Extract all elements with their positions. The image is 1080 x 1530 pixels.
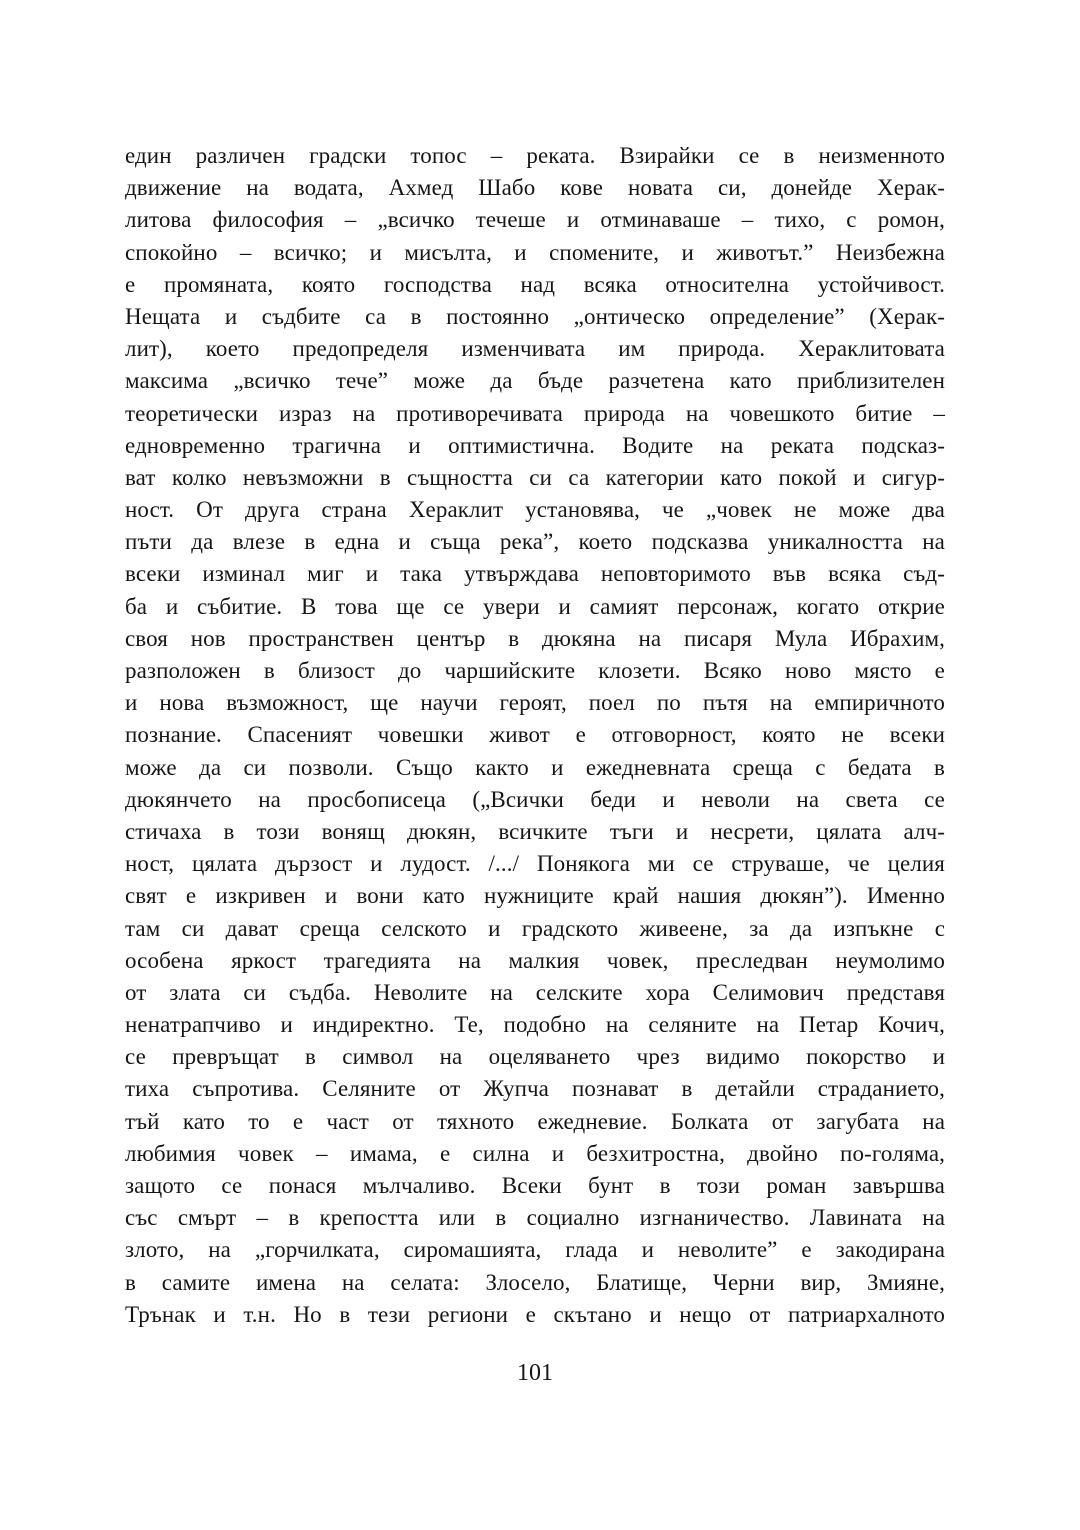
text-line: и нова възможност, ще научи героят, поел по пътя на емпиричното xyxy=(125,690,945,716)
text-line: своя нов пространствен център в дюкяна на писаря Мула Ибрахим, xyxy=(125,625,945,651)
text-line: особена яркост трагедията на малкия човек, преследван неумолимо xyxy=(125,947,945,973)
text-line: Трънак и т.н. Но в тези региони е скътано и нещо от патриархалното xyxy=(125,1301,945,1327)
text-line: движение на водата, Ахмед Шабо кове новата си, донейде Херак- xyxy=(125,175,945,201)
text-line: спокойно – всичко; и мисълта, и спомените, и животът.” Неизбежна xyxy=(125,239,945,265)
text-line: е промяната, която господства над всяка относителна устойчивост. xyxy=(125,271,945,297)
text-line: в самите имена на селата: Злосело, Блатище, Черни вир, Змияне, xyxy=(125,1269,945,1295)
page-number: 101 xyxy=(517,1360,553,1386)
text-line: ба и събитие. В това ще се увери и самият персонаж, когато открие xyxy=(125,593,945,619)
text-line: литова философия – „всичко течеше и отминаваше – тихо, с ромон, xyxy=(125,207,945,233)
text-line: ност, цялата дързост и лудост. /.../ Понякога ми се струваше, че целия xyxy=(125,851,945,877)
text-line: познание. Спасеният човешки живот е отговорност, която не всеки xyxy=(125,722,945,748)
text-line: стичаха в този вонящ дюкян, всичките тъги и несрети, цялата алч- xyxy=(125,818,945,844)
text-line: едновременно трагична и оптимистична. Водите на реката подсказ- xyxy=(125,432,945,458)
text-line: разположен в близост до чаршийските клозети. Всяко ново място е xyxy=(125,658,945,683)
body-text xyxy=(125,140,945,1331)
text-line: свят е изкривен и вони като нужниците край нашия дюкян”). Именно xyxy=(125,883,945,909)
text-line: от злата си съдба. Неволите на селските хора Селимович представя xyxy=(125,979,945,1005)
text-line: ненатрапчиво и индиректно. Те, подобно на селяните на Петар Кочич, xyxy=(125,1012,945,1038)
text-line: се превръщат в символ на оцеляването чрез видимо покорство и xyxy=(125,1044,945,1070)
text-line: любимия човек – имама, е силна и безхитростна, двойно по-голяма, xyxy=(125,1140,945,1166)
text-line: лит), което предопределя изменчивата им природа. Хераклитовата xyxy=(125,336,945,362)
text-line: там си дават среща селското и градското живеене, за да изпъкне с xyxy=(125,915,945,941)
text-line: един различен градски топос – реката. Взирайки се в неизменното xyxy=(125,143,945,168)
text-line: тъй като то е част от тяхното ежедневие. Болката от загубата на xyxy=(125,1108,945,1134)
text-line: дюкянчето на просбописеца („Всички беди и неволи на света се xyxy=(125,786,945,812)
text-line: Нещата и съдбите са в постоянно „онтическо определение” (Херак- xyxy=(125,303,945,329)
text-line: теоретически израз на противоречивата природа на човешкото битие – xyxy=(125,400,945,426)
text-line: пъти да влезе в една и съща река”, което подсказва уникалността на xyxy=(125,529,945,555)
text-line: максима „всичко тече” може да бъде разчетена като приблизителен xyxy=(125,368,945,394)
text-line: може да си позволи. Също както и ежедневната среща с бедата в xyxy=(125,754,945,780)
text-line: със смърт – в крепостта или в социално изгнаничество. Лавината на xyxy=(125,1205,945,1231)
text-line: злото, на „горчилката, сиромашията, глада и неволите” е закодирана xyxy=(125,1237,945,1263)
text-line: защото се понася мълчаливо. Всеки бунт в този роман завършва xyxy=(125,1173,945,1198)
text-line: тиха съпротива. Селяните от Жупча познават в детайли страданието, xyxy=(125,1076,945,1102)
text-line: ност. От друга страна Хераклит установява, че „човек не може два xyxy=(125,497,945,523)
text-line: всеки изминал миг и така утвърждава неповторимото във всяка съд- xyxy=(125,561,945,587)
text-line: ват колко невъзможни в същността си са категории като покой и сигур- xyxy=(125,464,945,490)
